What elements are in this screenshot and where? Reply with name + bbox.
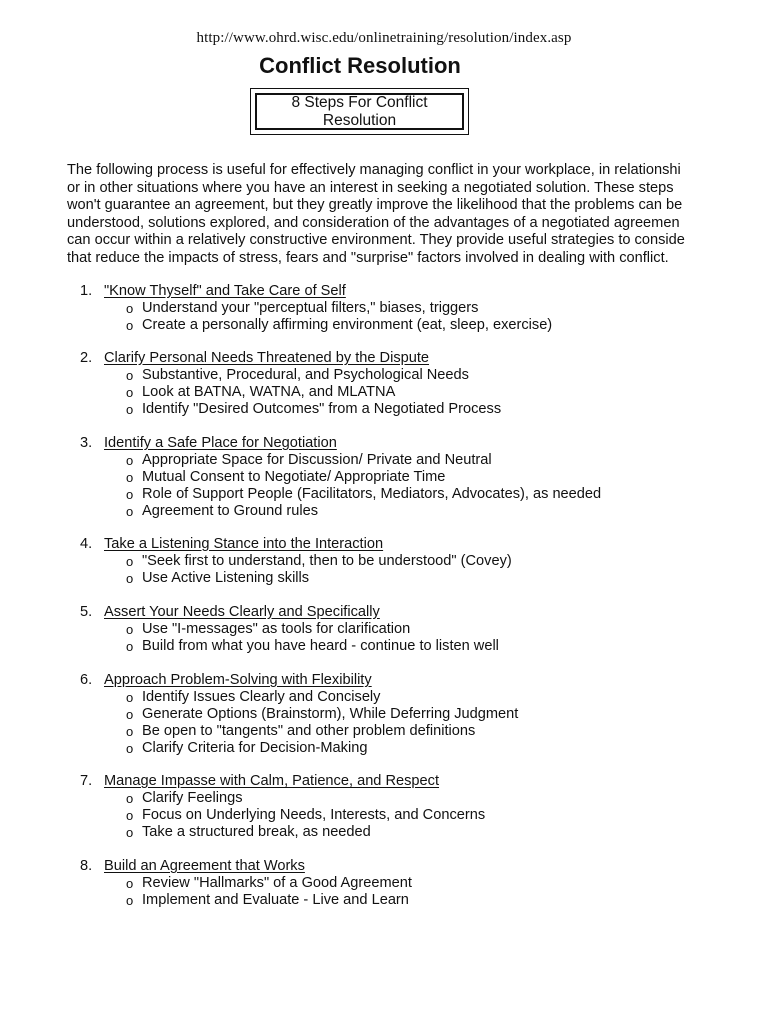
section-title: 8 Steps For Conflict Resolution [255, 93, 464, 130]
step-heading [80, 349, 768, 367]
step-7 [80, 772, 768, 841]
source-url-text: http://www.ohrd.wisc.edu/onlinetraining/resolution/index.asp [196, 30, 572, 46]
bullet-icon: o [126, 554, 134, 569]
step-bullets [80, 875, 768, 909]
list-item-text: Use "I-messages" as tools for clarification [142, 621, 411, 637]
step-bullets [80, 689, 768, 757]
list-item-text: Role of Support People (Facilitators, Mediators, Advocates), as needed [142, 486, 602, 502]
list-item-text: Agreement to Ground rules [142, 503, 319, 519]
list-item [80, 384, 768, 401]
step-bullets [80, 553, 768, 587]
list-item-text: Understand your "perceptual filters," biases, triggers [142, 300, 479, 316]
list-item-text: Mutual Consent to Negotiate/ Appropriate Time [142, 469, 446, 485]
bullet-icon: o [126, 724, 134, 739]
list-item [80, 469, 768, 486]
bullet-icon: o [126, 741, 134, 756]
step-bullets [80, 621, 768, 655]
list-item [80, 689, 768, 706]
step-number: 7. [80, 773, 93, 789]
step-heading [80, 434, 768, 452]
bullet-icon: o [126, 453, 134, 468]
step-heading [80, 282, 768, 300]
bullet-icon: o [126, 893, 134, 908]
step-title: Approach Problem-Solving with Flexibility [104, 672, 372, 688]
list-item [80, 790, 768, 807]
bullet-icon: o [126, 470, 134, 485]
list-item [80, 824, 768, 841]
step-title: Take a Listening Stance into the Interaction [104, 536, 384, 552]
list-item-text: "Seek first to understand, then to be understood" (Covey) [142, 553, 512, 569]
bullet-icon: o [126, 876, 134, 891]
bullet-icon: o [126, 385, 134, 400]
bullet-icon: o [126, 301, 134, 316]
list-item-text: Generate Options (Brainstorm), While Deferring Judgment [142, 706, 519, 722]
step-title: Clarify Personal Needs Threatened by the Dispute [104, 350, 430, 366]
step-bullets [80, 790, 768, 841]
step-number: 6. [80, 672, 93, 688]
list-item [80, 621, 768, 638]
step-number: 8. [80, 858, 93, 874]
step-title: Assert Your Needs Clearly and Specifically [104, 604, 380, 620]
list-item-text: Clarify Feelings [142, 790, 243, 806]
step-5 [80, 603, 768, 655]
step-number: 5. [80, 604, 93, 620]
bullet-icon: o [126, 571, 134, 586]
bullet-icon: o [126, 791, 134, 806]
step-heading [80, 603, 768, 621]
bullet-icon: o [126, 639, 134, 654]
bullet-icon: o [126, 690, 134, 705]
step-4 [80, 535, 768, 587]
bullet-icon: o [126, 487, 134, 502]
intro-line: or in other situations where you have an interest in seeking a negotiated solution. These steps [67, 179, 674, 196]
list-item [80, 892, 768, 909]
list-item [80, 452, 768, 469]
intro-line: The following process is useful for effectively managing conflict in your workplace, in relationshi [67, 162, 681, 178]
list-item [80, 706, 768, 723]
step-heading [80, 671, 768, 689]
step-bullets [80, 452, 768, 520]
list-item-text: Substantive, Procedural, and Psychological Needs [142, 367, 469, 383]
list-item [80, 875, 768, 892]
step-title: "Know Thyself" and Take Care of Self [104, 283, 346, 299]
list-item [80, 638, 768, 655]
intro-line: can occur within a relatively constructive environment. They provide useful strategies to conside [67, 232, 685, 249]
list-item-text: Build from what you have heard - continue to listen well [142, 638, 499, 654]
intro-line: won't guarantee an agreement, but they greatly improve the likelihood that the problems can be [67, 197, 683, 214]
intro-line: understood, solutions explored, and consideration of the advantages of a negotiated agreemen [67, 214, 680, 231]
intro-line: that reduce the impacts of stress, fears and "surprise" factors involved in dealing with conflict. [67, 249, 669, 266]
list-item [80, 503, 768, 520]
list-item-text: Focus on Underlying Needs, Interests, and Concerns [142, 807, 486, 823]
list-item [80, 740, 768, 757]
page-title: Conflict Resolution [259, 53, 461, 78]
step-6 [80, 671, 768, 757]
list-item-text: Create a personally affirming environment (eat, sleep, exercise) [142, 317, 553, 333]
list-item [80, 553, 768, 570]
bullet-icon: o [126, 402, 134, 417]
list-item-text: Look at BATNA, WATNA, and MLATNA [142, 384, 396, 400]
bullet-icon: o [126, 622, 134, 637]
step-bullets [80, 300, 768, 334]
list-item-text: Appropriate Space for Discussion/ Private and Neutral [142, 452, 492, 468]
list-item-text: Identify "Desired Outcomes" from a Negotiated Process [142, 401, 502, 417]
step-bullets [80, 367, 768, 418]
list-item [80, 401, 768, 418]
list-item-text: Use Active Listening skills [142, 570, 310, 586]
step-8 [80, 857, 768, 909]
step-heading [80, 772, 768, 790]
source-url [0, 30, 768, 47]
bullet-icon: o [126, 504, 134, 519]
list-item [80, 570, 768, 587]
list-item [80, 300, 768, 317]
bullet-icon: o [126, 368, 134, 383]
bullet-icon: o [126, 707, 134, 722]
step-heading [80, 535, 768, 553]
step-title: Build an Agreement that Works [104, 858, 305, 874]
list-item [80, 807, 768, 824]
list-item [80, 486, 768, 503]
step-2 [80, 349, 768, 418]
list-item [80, 723, 768, 740]
list-item-text: Take a structured break, as needed [142, 824, 371, 840]
step-number: 2. [80, 350, 93, 366]
list-item-text: Be open to "tangents" and other problem definitions [142, 723, 476, 739]
list-item-text: Clarify Criteria for Decision-Making [142, 740, 368, 756]
bullet-icon: o [126, 318, 134, 333]
step-3 [80, 434, 768, 520]
bullet-icon: o [126, 825, 134, 840]
step-1 [80, 282, 768, 334]
step-heading [80, 857, 768, 875]
step-number: 4. [80, 536, 93, 552]
intro-paragraph [67, 162, 768, 268]
list-item [80, 367, 768, 384]
step-title: Manage Impasse with Calm, Patience, and Respect [104, 773, 440, 789]
list-item-text: Identify Issues Clearly and Concisely [142, 689, 381, 705]
list-item-text: Implement and Evaluate - Live and Learn [142, 892, 409, 908]
bullet-icon: o [126, 808, 134, 823]
step-title: Identify a Safe Place for Negotiation [104, 435, 337, 451]
section-title-box [250, 88, 469, 135]
list-item [80, 317, 768, 334]
step-number: 1. [80, 283, 93, 299]
list-item-text: Review "Hallmarks" of a Good Agreement [142, 875, 412, 891]
step-number: 3. [80, 435, 93, 451]
